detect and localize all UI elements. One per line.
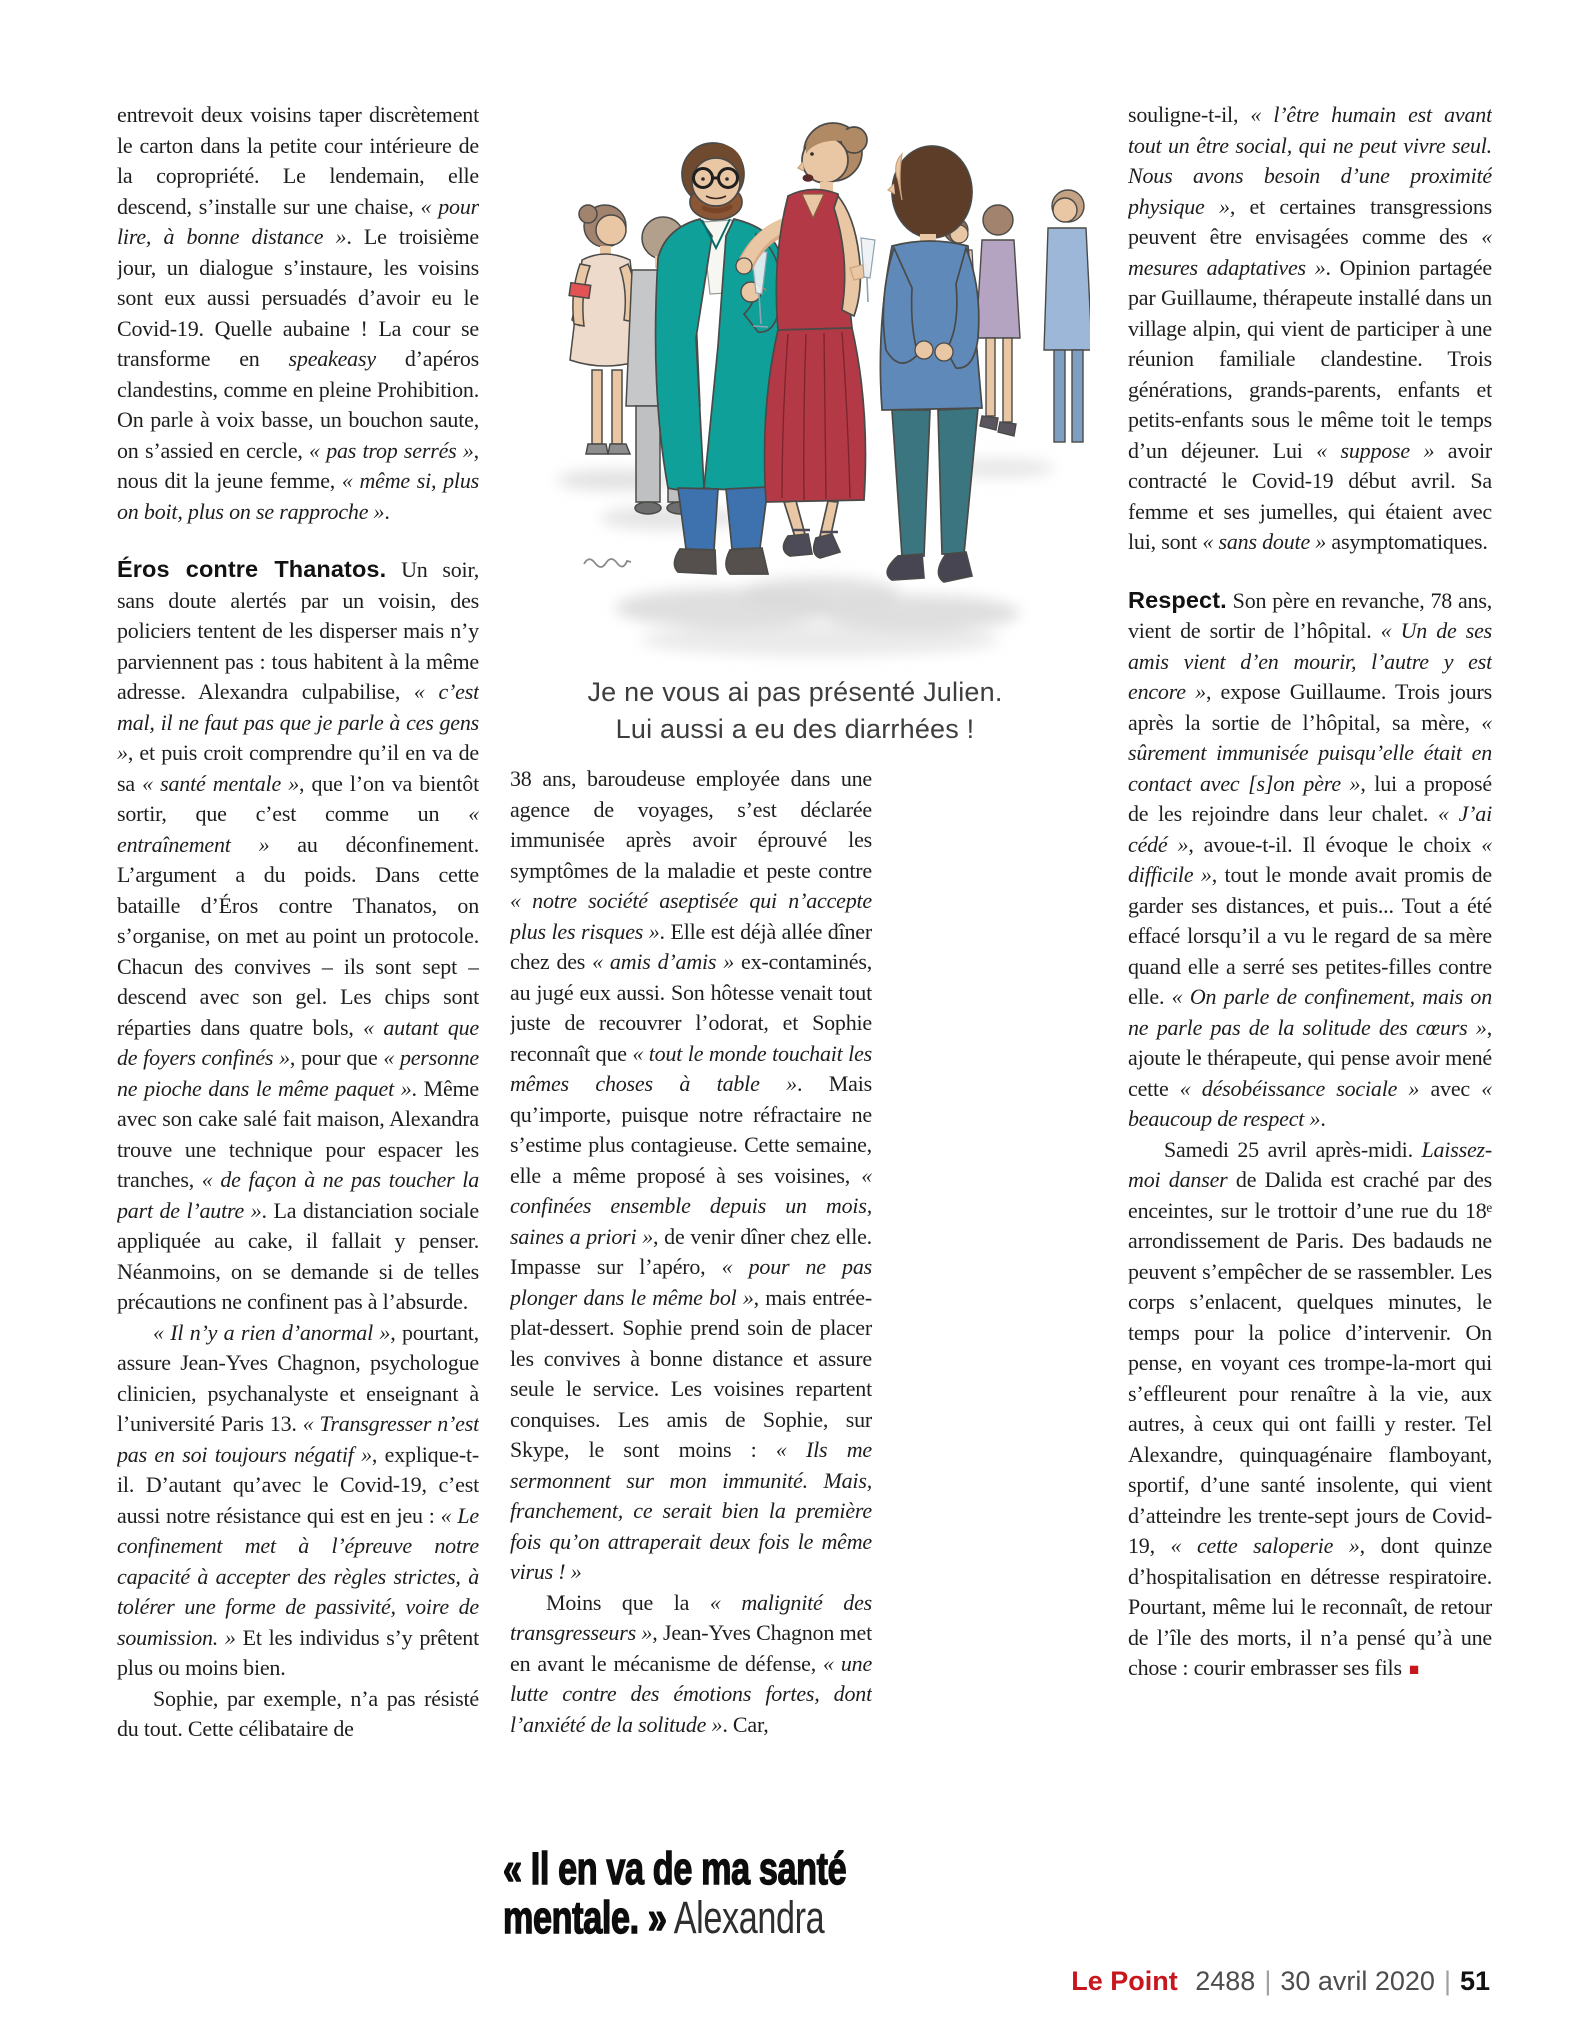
text-run: , pour que bbox=[289, 1045, 384, 1070]
text-run: Samedi 25 avril après-midi. bbox=[1164, 1136, 1422, 1162]
text-run: , mais entrée-plat-dessert. Sophie prend soin de placer les convives à bonne distance et assure seule le service. Les voisines repartent conquises. Les amis de Sophie, sur Skype, le sont moins : bbox=[510, 1284, 872, 1462]
magazine-brand: Le Point bbox=[1071, 1966, 1178, 1996]
text-run: , avoue-t-il. Il évoque le choix bbox=[1188, 831, 1482, 857]
text-run: , tout le monde avait promis de garder ses distances, et puis... Tout a été effacé lorsqu’il a vu le regard de sa mère quand elle a serré ses petites-filles contre elle. bbox=[1128, 862, 1492, 1009]
pull-quote-line1: « Il en va de ma santé bbox=[503, 1843, 847, 1894]
text-run: , expose Guillaume. Trois jours après la sortie de l’hôpital, sa mère, bbox=[1128, 679, 1492, 735]
text-run: « autant que de foyers confinés » bbox=[117, 1014, 479, 1070]
body-paragraph bbox=[1128, 1135, 1492, 1686]
text-run: Et les individus s’y prêtent plus ou moins bien. bbox=[117, 1624, 479, 1680]
body-paragraph bbox=[1128, 585, 1492, 1135]
section-lead: Éros contre Thanatos. bbox=[117, 556, 387, 582]
body-paragraph bbox=[117, 554, 479, 1318]
column-left bbox=[117, 100, 479, 1966]
text-run: . Opinion partagée par Guillaume, thérapeute installé dans un village alpin, qui vient de participer à une réunion familiale clandestine. Trois générations, grands-parents, enfants et petits-enfants sous le même toit le temps d’un déjeuner. Lui bbox=[1128, 254, 1492, 463]
issue-number: 2488 bbox=[1195, 1966, 1256, 1996]
text-run: , que l’on va bientôt sortir, que c’est comme un bbox=[117, 770, 479, 826]
text-run: « c’est mal, il ne faut pas que je parle à ces gens » bbox=[117, 679, 479, 765]
text-run: . Car, bbox=[722, 1711, 769, 1737]
text-run: « une lutte contre des émotions fortes, dont l’anxiété de la solitude » bbox=[510, 1650, 872, 1737]
text-run: Un soir, sans doute alertés par un voisin, des policiers tentent de les disperser mais n’y parviennent pas : tous habitent à la même adresse. Alexandra culpabilise, bbox=[117, 557, 479, 704]
text-run: , ajoute le thérapeute, qui pense avoir mené cette bbox=[1128, 1014, 1492, 1101]
text-run: souligne-t-il, bbox=[1128, 102, 1251, 127]
text-run: entrevoit deux voisins taper discrètement le carton dans la petite cour intérieure de la copropriété. Le lendemain, elle descend, s’installe sur une chaise, bbox=[117, 102, 479, 219]
background-woman-mauve-dress bbox=[976, 205, 1020, 436]
text-run: « même si, plus on boit, plus on se rapproche » bbox=[117, 468, 479, 524]
body-paragraph bbox=[510, 764, 872, 1588]
text-run: « Ils me sermonnent sur mon immunité. Mais, franchement, ce serait bien la première fois qu’on attraperait deux fois le même virus ! » bbox=[510, 1437, 872, 1584]
footer-separator: | bbox=[1443, 1966, 1451, 1996]
text-run: « beaucoup de respect » bbox=[1128, 1075, 1492, 1131]
text-run: « de façon à ne pas toucher la part de l’autre » bbox=[117, 1167, 479, 1223]
illustration-caption-line1: Je ne vous ai pas présenté Julien. bbox=[587, 677, 1003, 707]
body-paragraph bbox=[117, 100, 479, 527]
text-run: . La distanciation sociale appliquée au cake, il fallait y penser. Néanmoins, on se demande si de telles précautions ne confinent pas à l’absurde. bbox=[117, 1197, 479, 1314]
section-lead: Respect. bbox=[1128, 586, 1227, 613]
party-illustration bbox=[520, 88, 1090, 670]
text-run: , lui a proposé de les rejoindre dans leur chalet. bbox=[1128, 770, 1492, 826]
text-run: « malignité des transgresseurs » bbox=[510, 1589, 872, 1645]
text-run: « personne ne pioche dans le même paquet » bbox=[117, 1045, 479, 1101]
illustration-caption-line2: Lui aussi a eu des diarrhées ! bbox=[615, 714, 975, 744]
text-run: d’apéros clandestins, comme en pleine Prohibition. On parle à voix basse, un bouchon saute, on s’assied en cercle, bbox=[117, 346, 479, 463]
background-figure-blue-shirt bbox=[1044, 190, 1090, 442]
text-run: , Jean-Yves Chagnon met en avant le mécanisme de défense, bbox=[510, 1620, 872, 1676]
text-run: ex-contaminés, au jugé eux aussi. Son hôtesse venait tout juste de recouvrer l’odorat, et Sophie reconnaît que bbox=[510, 949, 872, 1066]
text-run: . Même avec son cake salé fait maison, Alexandra trouve une technique pour espacer les tranches, bbox=[117, 1075, 479, 1192]
issue-date: 30 avril 2020 bbox=[1280, 1966, 1435, 1996]
text-run: « pour ne pas plonger dans le même bol » bbox=[510, 1254, 872, 1310]
text-run: « pas trop serrés » bbox=[309, 437, 474, 463]
text-run: de Dalida est craché par des enceintes, sur le trottoir d’une rue du 18ᵉ arrondissement de Paris. Des badauds ne peuvent s’empêcher de se rassembler. Les corps s’enlacent, quelques minutes, le temps pour la police d’intervenir. On pense, en voyant ces trompe-la-mort qui s’effleurent pour renaître à la vie, aux autres, à ceux qui ont failli y rester. Tel Alexandre, quinquagénaire flamboyant, sportif, d’une santé insolente, qui vient d’atteindre les trente-sept jours de Covid-19, bbox=[1128, 1167, 1492, 1558]
text-run: « l’être humain est avant tout un être social, qui ne peut vivre seul. Nous avons besoin d’une proximité physique » bbox=[1128, 102, 1492, 219]
text-run: , et puis croit comprendre qu’il en va de sa bbox=[117, 740, 479, 796]
text-run: . bbox=[384, 498, 390, 524]
text-run: Moins que la bbox=[546, 1589, 710, 1615]
woman-in-blue-jacket bbox=[880, 146, 982, 582]
text-run: « cette saloperie » bbox=[1170, 1533, 1360, 1558]
text-run: au déconfinement. L’argument a du poids. Dans cette bataille d’Éros contre Thanatos, on s’organise, on met au point un protocole. Chacun des convives – ils sont sept – descend avec son gel. Les chips sont réparties dans quatre bols, bbox=[117, 831, 479, 1040]
pull-quote-text bbox=[503, 1844, 883, 1942]
text-run: « notre société aseptisée qui n’accepte plus les risques » bbox=[510, 888, 872, 944]
text-run: « Transgresser n’est pas en soi toujours négatif » bbox=[117, 1411, 479, 1467]
column-center bbox=[510, 764, 872, 1810]
text-run: « entraînement » bbox=[117, 801, 479, 857]
text-run: , dont quinze d’hospitalisation en détresse respiratoire. Pourtant, même lui le reconnaît, de retour de l’île des morts, il n’a pensé qu’à une chose : courir embrasser ses fils bbox=[1128, 1533, 1492, 1680]
text-run: , explique-t-il. D’autant qu’avec le Covid-19, c’est aussi notre résistance qui est en jeu : bbox=[117, 1441, 479, 1528]
body-paragraph bbox=[510, 1588, 872, 1741]
pull-quote-line2: mentale. » bbox=[503, 1892, 667, 1943]
text-run: « mesures adaptatives » bbox=[1128, 224, 1492, 280]
text-run: « Il n’y a rien d’anormal » bbox=[153, 1319, 391, 1345]
text-run: « sûrement immunisée puisqu’elle était en contact avec [s]on père » bbox=[1128, 709, 1492, 796]
text-run: speakeasy bbox=[288, 346, 376, 371]
text-run: . Elle est déjà allée dîner chez des bbox=[510, 918, 872, 974]
text-run: « amis d’amis » bbox=[592, 949, 735, 974]
text-run: Son père en revanche, 78 ans, vient de sortir de l’hôpital. bbox=[1128, 587, 1492, 643]
text-run: Laissez-moi danser bbox=[1128, 1136, 1492, 1192]
text-run: , de venir dîner chez elle. Impasse sur l’apéro, bbox=[510, 1223, 872, 1279]
text-run: , et certaines transgressions peuvent être envisagées comme des bbox=[1128, 193, 1492, 249]
text-run: . Le troisième jour, un dialogue s’instaure, les voisins sont eux aussi persuadés d’avoir eu le Covid-19. Quelle aubaine ! La cour se transforme en bbox=[117, 224, 479, 371]
text-run: « suppose » bbox=[1316, 437, 1435, 463]
text-run: Sophie, par exemple, n’a pas résisté du tout. Cette célibataire de bbox=[117, 1685, 479, 1741]
text-run: 38 ans, baroudeuse employée dans une agence de voyages, s’est déclarée immunisée après avoir éprouvé les symptômes de la maladie et peste contre bbox=[510, 766, 872, 883]
text-run: « J’ai cédé » bbox=[1128, 801, 1492, 857]
text-run: , nous dit la jeune femme, bbox=[117, 437, 479, 493]
text-run: « On parle de confinement, mais on ne parle pas de la solitude des cœurs » bbox=[1128, 984, 1492, 1040]
text-run: « tout le monde touchait les mêmes choses à table » bbox=[510, 1040, 872, 1096]
footer-separator: | bbox=[1264, 1966, 1272, 1996]
text-run: asymptomatiques. bbox=[1326, 529, 1488, 554]
pull-quote-attribution: Alexandra bbox=[673, 1892, 825, 1943]
text-run: avoir contracté le Covid-19 début avril. Sa femme et ses jumelles, qui étaient avec lui, sont bbox=[1128, 437, 1492, 554]
column-right bbox=[1128, 100, 1492, 1962]
party-illustration-svg bbox=[520, 88, 1090, 670]
text-run: . Mais qu’importe, puisque notre réfractaire ne s’estime plus contagieuse. Cette semaine, elle a même proposé à ses voisines, bbox=[510, 1071, 872, 1188]
illustration-caption bbox=[505, 674, 1085, 748]
end-of-article-mark: ■ bbox=[1408, 1660, 1419, 1679]
body-paragraph bbox=[117, 1684, 479, 1745]
text-run: avec bbox=[1419, 1075, 1482, 1101]
text-run: , pourtant, assure Jean-Yves Chagnon, psychologue clinicien, psychanalyste et enseignant à l’université Paris 13. bbox=[117, 1319, 479, 1436]
text-run: « pour lire, à bonne distance » bbox=[117, 193, 479, 249]
illustrator-signature bbox=[584, 559, 631, 567]
body-paragraph bbox=[1128, 100, 1492, 558]
text-run: « Le confinement met à l’épreuve notre capacité à accepter des règles strictes, à tolérer une forme de passivité, voire de soumission. » bbox=[117, 1502, 479, 1650]
page-footer bbox=[1071, 1966, 1490, 1997]
text-run: « Un de ses amis vient d’en mourir, l’autre y est encore » bbox=[1128, 618, 1492, 704]
text-run: « désobéissance sociale » bbox=[1179, 1075, 1420, 1101]
body-paragraph bbox=[117, 1318, 479, 1684]
text-run: « confinées ensemble depuis un mois, saines a priori » bbox=[510, 1162, 872, 1249]
text-run: « sans doute » bbox=[1202, 529, 1327, 554]
text-run: « difficile » bbox=[1128, 831, 1492, 887]
text-run: . bbox=[1320, 1106, 1326, 1131]
text-run: « santé mentale » bbox=[142, 770, 300, 796]
pull-quote bbox=[503, 1844, 1123, 1942]
page-number: 51 bbox=[1459, 1966, 1490, 1996]
